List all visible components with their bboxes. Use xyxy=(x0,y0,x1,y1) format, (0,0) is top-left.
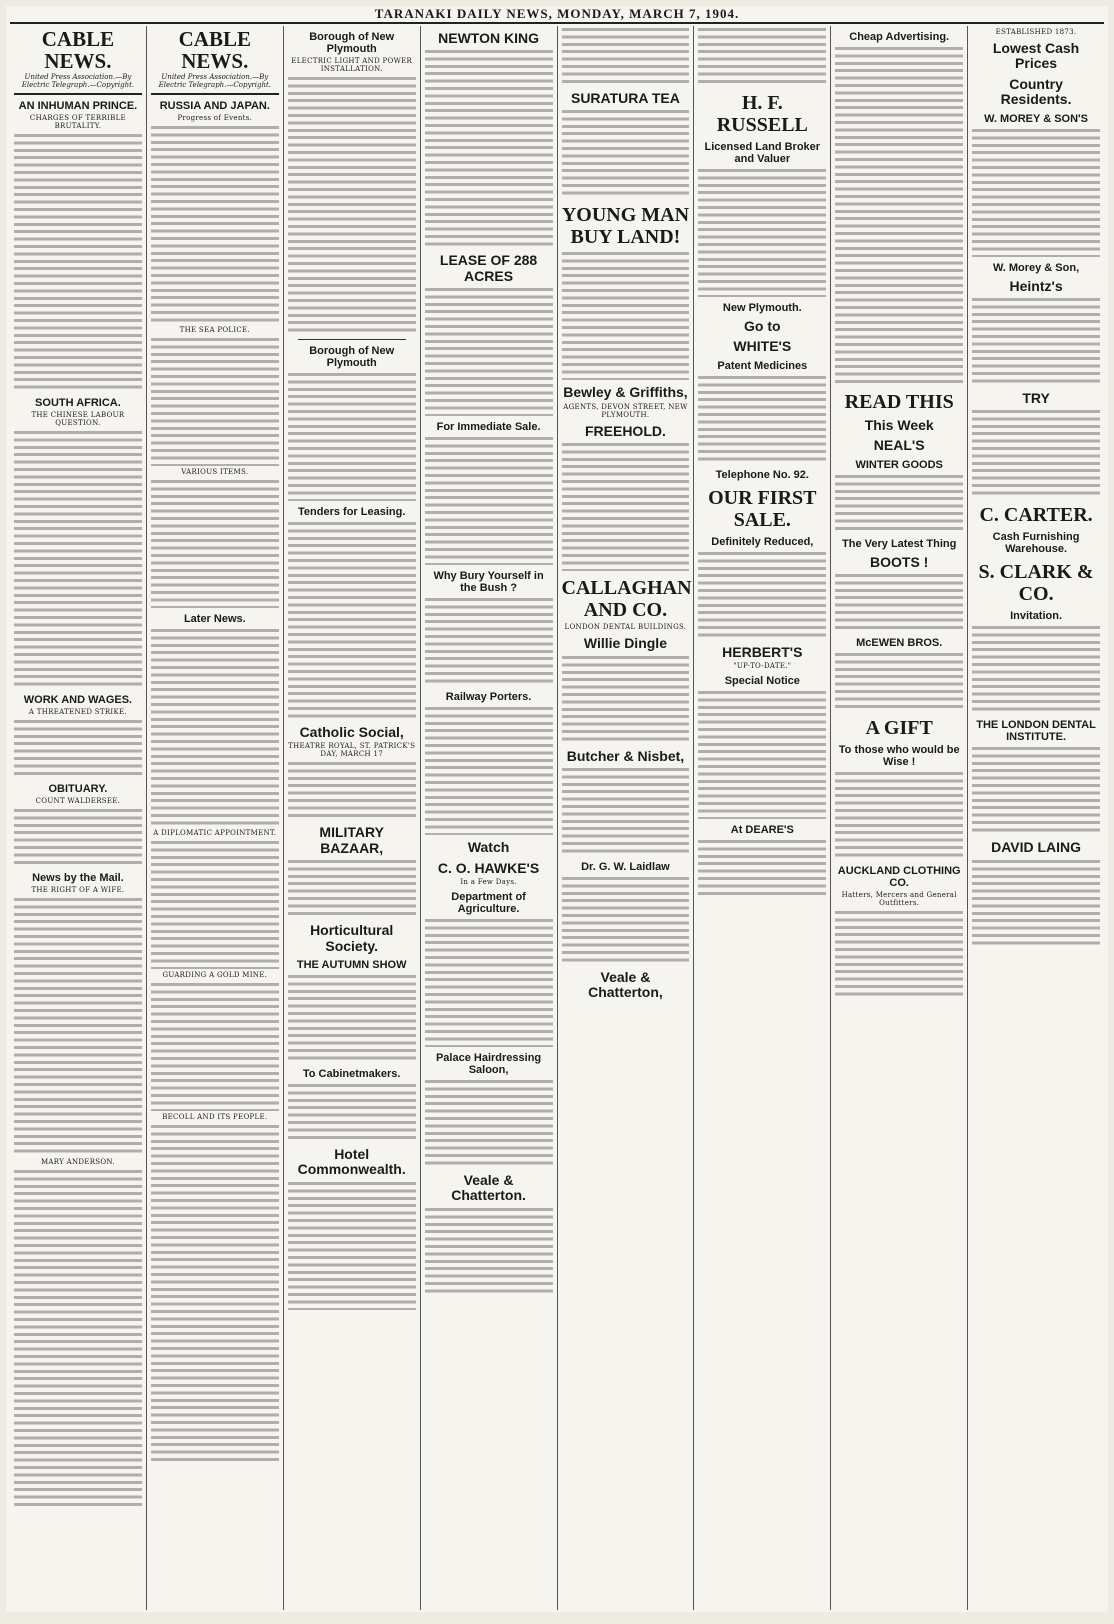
established-line: ESTABLISHED 1873. xyxy=(995,28,1077,36)
ad-heading: YOUNG MAN BUY LAND! xyxy=(561,204,690,249)
ad-heading: Country Residents. xyxy=(1000,75,1072,108)
article-text xyxy=(151,839,279,969)
notice-heading: Borough of New Plymouth xyxy=(309,345,395,369)
ad-heading: Cash Furnishing Warehouse. xyxy=(992,531,1080,556)
ad-text xyxy=(425,435,553,565)
ad-heading: Cheap Advertising. xyxy=(849,31,950,43)
ad-text xyxy=(425,705,553,835)
ad-heading: Butcher & Nisbet, xyxy=(566,747,685,764)
section-subheading: COUNT WALDERSEE. xyxy=(35,797,121,806)
article-text xyxy=(14,429,142,689)
ad-heading: Horticultural Society. xyxy=(310,922,394,954)
ad-heading: Telephone No. 92. xyxy=(715,468,809,481)
ad-heading: C. CARTER. xyxy=(979,504,1093,527)
column-2 xyxy=(147,26,284,1610)
ad-heading: W. MOREY & SON'S xyxy=(984,112,1088,125)
notice-heading: Department of Agriculture. xyxy=(451,890,526,915)
column-4 xyxy=(421,26,558,1610)
ad-heading: For Immediate Sale. xyxy=(436,421,541,434)
ad-heading: Special Notice xyxy=(724,675,800,688)
ad-text xyxy=(562,250,690,380)
notice-heading: Tenders for Leasing. xyxy=(298,506,406,518)
ad-heading: Watch xyxy=(467,839,510,856)
ad-heading: Go to xyxy=(744,318,781,334)
article-text xyxy=(151,336,279,466)
column-5 xyxy=(558,26,695,1610)
ad-text xyxy=(288,1082,416,1142)
ad-text xyxy=(835,572,963,632)
ad-heading: SURATURA TEA xyxy=(570,90,680,106)
ad-text xyxy=(972,745,1100,835)
ad-heading: THE LONDON DENTAL INSTITUTE. xyxy=(976,719,1096,744)
section-subheading: CHARGES OF TERRIBLE BRUTALITY. xyxy=(29,114,126,131)
divider xyxy=(151,93,279,95)
newspaper-page xyxy=(6,6,1108,1612)
section-subheading: A THREATENED STRIKE. xyxy=(28,708,127,717)
section-heading: SOUTH AFRICA. xyxy=(35,397,121,410)
cable-news-heading: CABLE NEWS. xyxy=(178,27,251,74)
ad-text xyxy=(562,875,690,965)
ad-subheading: "UP-TO-DATE." xyxy=(733,662,792,671)
ad-text xyxy=(425,596,553,686)
ad-subheading: AGENTS, DEVON STREET, NEW PLYMOUTH. xyxy=(563,402,688,419)
ad-text xyxy=(835,473,963,533)
ad-heading: Bewley & Griffiths, xyxy=(563,384,688,401)
section-heading: RUSSIA AND JAPAN. xyxy=(159,100,270,113)
ad-heading: New Plymouth. xyxy=(722,302,802,314)
ad-text xyxy=(698,167,826,297)
section-heading: OBITUARY. xyxy=(48,783,108,796)
ad-heading: HERBERT'S xyxy=(722,643,803,660)
ad-text xyxy=(972,408,1100,498)
section-heading: Later News. xyxy=(183,613,246,626)
column-3 xyxy=(284,26,421,1610)
article-text xyxy=(14,1168,142,1508)
ad-heading: Definitely Reduced, xyxy=(711,535,814,548)
notice-text xyxy=(288,75,416,335)
ad-heading: TRY xyxy=(1022,389,1050,406)
section-heading: WORK AND WAGES. xyxy=(23,694,133,707)
article-text xyxy=(14,132,142,392)
ad-heading: Invitation. xyxy=(1010,610,1063,623)
ad-heading: NEAL'S xyxy=(873,437,925,454)
ad-heading: Palace Hairdressing Saloon, xyxy=(435,1051,542,1076)
ad-heading: Lowest Cash Prices xyxy=(992,40,1080,72)
section-subheading: MARY ANDERSON. xyxy=(40,1158,115,1167)
notice-text xyxy=(288,520,416,720)
ad-text xyxy=(835,770,963,860)
article-text xyxy=(151,1123,279,1463)
cable-news-heading: CABLE NEWS. xyxy=(41,27,115,74)
ad-heading: To Cabinetmakers. xyxy=(302,1067,401,1080)
ad-heading: Hotel Commonwealth. xyxy=(297,1145,406,1178)
ad-text xyxy=(425,286,553,416)
ad-heading: Dr. G. W. Laidlaw xyxy=(581,860,670,873)
ad-heading: Catholic Social, xyxy=(299,724,404,740)
cable-credit: United Press Association.—By Electric Telegraph.—Copyright. xyxy=(21,73,135,90)
section-subheading: VARIOUS ITEMS. xyxy=(181,468,249,477)
ad-heading: The Very Latest Thing xyxy=(842,537,957,550)
ad-heading: READ THIS xyxy=(844,391,954,413)
ad-text xyxy=(562,108,690,198)
ad-text xyxy=(288,858,416,918)
section-subheading: THE RIGHT OF A WIFE. xyxy=(31,886,125,895)
ad-subheading: LONDON DENTAL BUILDINGS. xyxy=(564,623,687,632)
ad-subheading: In a Few Days. xyxy=(460,877,517,886)
ad-heading: A GIFT xyxy=(865,717,933,740)
ad-text xyxy=(562,654,690,744)
ad-heading: CALLAGHAN AND CO. xyxy=(561,577,692,622)
notice-text xyxy=(425,917,553,1047)
ad-heading: Veale & Chatterton. xyxy=(451,1171,526,1204)
section-subheading: Progress of Events. xyxy=(177,114,253,123)
article-text xyxy=(151,627,279,827)
column-1 xyxy=(10,26,147,1610)
section-heading: AN INHUMAN PRINCE. xyxy=(18,100,138,113)
ad-heading: NEWTON KING xyxy=(438,30,539,46)
ad-heading: This Week xyxy=(864,417,934,433)
article-text xyxy=(151,478,279,608)
article-text xyxy=(14,807,142,867)
ad-text xyxy=(425,1078,553,1168)
ad-text xyxy=(835,909,963,999)
ad-subheading: Hatters, Mercers and General Outfitters. xyxy=(841,891,957,908)
masthead xyxy=(10,6,1104,24)
ad-text xyxy=(972,858,1100,948)
ad-heading: C. O. HAWKE'S xyxy=(437,859,540,876)
ad-heading: AUCKLAND CLOTHING CO. xyxy=(837,865,961,890)
section-subheading: THE CHINESE LABOUR QUESTION. xyxy=(31,411,125,428)
column-6 xyxy=(694,26,831,1610)
article-text xyxy=(151,981,279,1111)
ad-subheading: THE AUTUMN SHOW xyxy=(296,958,407,971)
ad-heading: DAVID LAING xyxy=(991,839,1082,856)
ad-text xyxy=(288,973,416,1063)
ad-heading: Veale & Chatterton, xyxy=(588,968,663,1001)
section-subheading: BECOLL AND ITS PEOPLE. xyxy=(162,1113,268,1122)
divider xyxy=(14,93,142,95)
ad-text xyxy=(562,26,690,86)
ad-heading: Why Bury Yourself in the Bush ? xyxy=(433,570,544,595)
masthead-title: TARANAKI DAILY NEWS, MONDAY, MARCH 7, 1904. xyxy=(374,6,740,21)
ad-heading: S. CLARK & CO. xyxy=(978,561,1094,606)
ad-text xyxy=(562,441,690,571)
section-subheading: GUARDING A GOLD MINE. xyxy=(162,971,268,980)
ad-text xyxy=(972,127,1100,257)
ad-text xyxy=(698,26,826,86)
column-7 xyxy=(831,26,968,1610)
ad-heading: Heintz's xyxy=(1009,277,1063,294)
ad-heading: McEWEN BROS. xyxy=(856,637,943,650)
article-text xyxy=(14,718,142,778)
ad-text xyxy=(972,624,1100,714)
ad-heading: LEASE OF 288 ACRES xyxy=(439,252,538,284)
ad-heading: H. F. RUSSELL xyxy=(716,92,808,136)
section-heading: News by the Mail. xyxy=(32,872,124,885)
ad-heading: W. Morey & Son, xyxy=(992,261,1080,274)
ad-text xyxy=(835,45,963,385)
cable-credit: United Press Association.—By Electric Telegraph.—Copyright. xyxy=(158,73,272,90)
article-text xyxy=(151,124,279,324)
ad-text xyxy=(698,374,826,464)
notice-heading: Borough of New Plymouth xyxy=(309,31,395,55)
ad-subheading: Patent Medicines xyxy=(717,359,808,372)
ad-heading: WHITE'S xyxy=(733,338,792,355)
ad-subheading: Licensed Land Broker and Valuer xyxy=(704,141,821,165)
ad-subheading: THEATRE ROYAL, ST. PATRICK'S DAY, MARCH 17 xyxy=(288,742,416,759)
ad-text xyxy=(288,760,416,820)
notice-subheading: ELECTRIC LIGHT AND POWER INSTALLATION. xyxy=(291,57,413,73)
ad-heading: Railway Porters. xyxy=(445,691,532,704)
ad-text xyxy=(698,838,826,898)
ad-text xyxy=(698,689,826,819)
section-subheading: A DIPLOMATIC APPOINTMENT. xyxy=(153,829,277,838)
ad-text xyxy=(425,1206,553,1296)
ad-heading: WINTER GOODS xyxy=(855,458,943,471)
article-text xyxy=(14,896,142,1156)
ad-text xyxy=(698,550,826,640)
ad-text xyxy=(972,296,1100,386)
ad-text xyxy=(835,651,963,711)
ad-text xyxy=(425,48,553,248)
divider xyxy=(298,339,406,340)
ad-subheading: To those who would be Wise ! xyxy=(838,744,960,769)
section-subheading: THE SEA POLICE. xyxy=(179,326,250,335)
columns xyxy=(10,26,1104,1610)
ad-heading: BOOTS ! xyxy=(870,553,929,570)
column-8 xyxy=(968,26,1104,1610)
notice-text xyxy=(288,371,416,501)
ad-heading: At DEARE'S xyxy=(730,824,794,837)
ad-text xyxy=(288,1180,416,1310)
ad-heading: FREEHOLD. xyxy=(584,422,666,439)
ad-heading: Willie Dingle xyxy=(583,635,667,652)
ad-heading: MILITARY BAZAAR, xyxy=(319,824,384,856)
ad-text xyxy=(562,766,690,856)
ad-heading: OUR FIRST SALE. xyxy=(708,486,817,531)
